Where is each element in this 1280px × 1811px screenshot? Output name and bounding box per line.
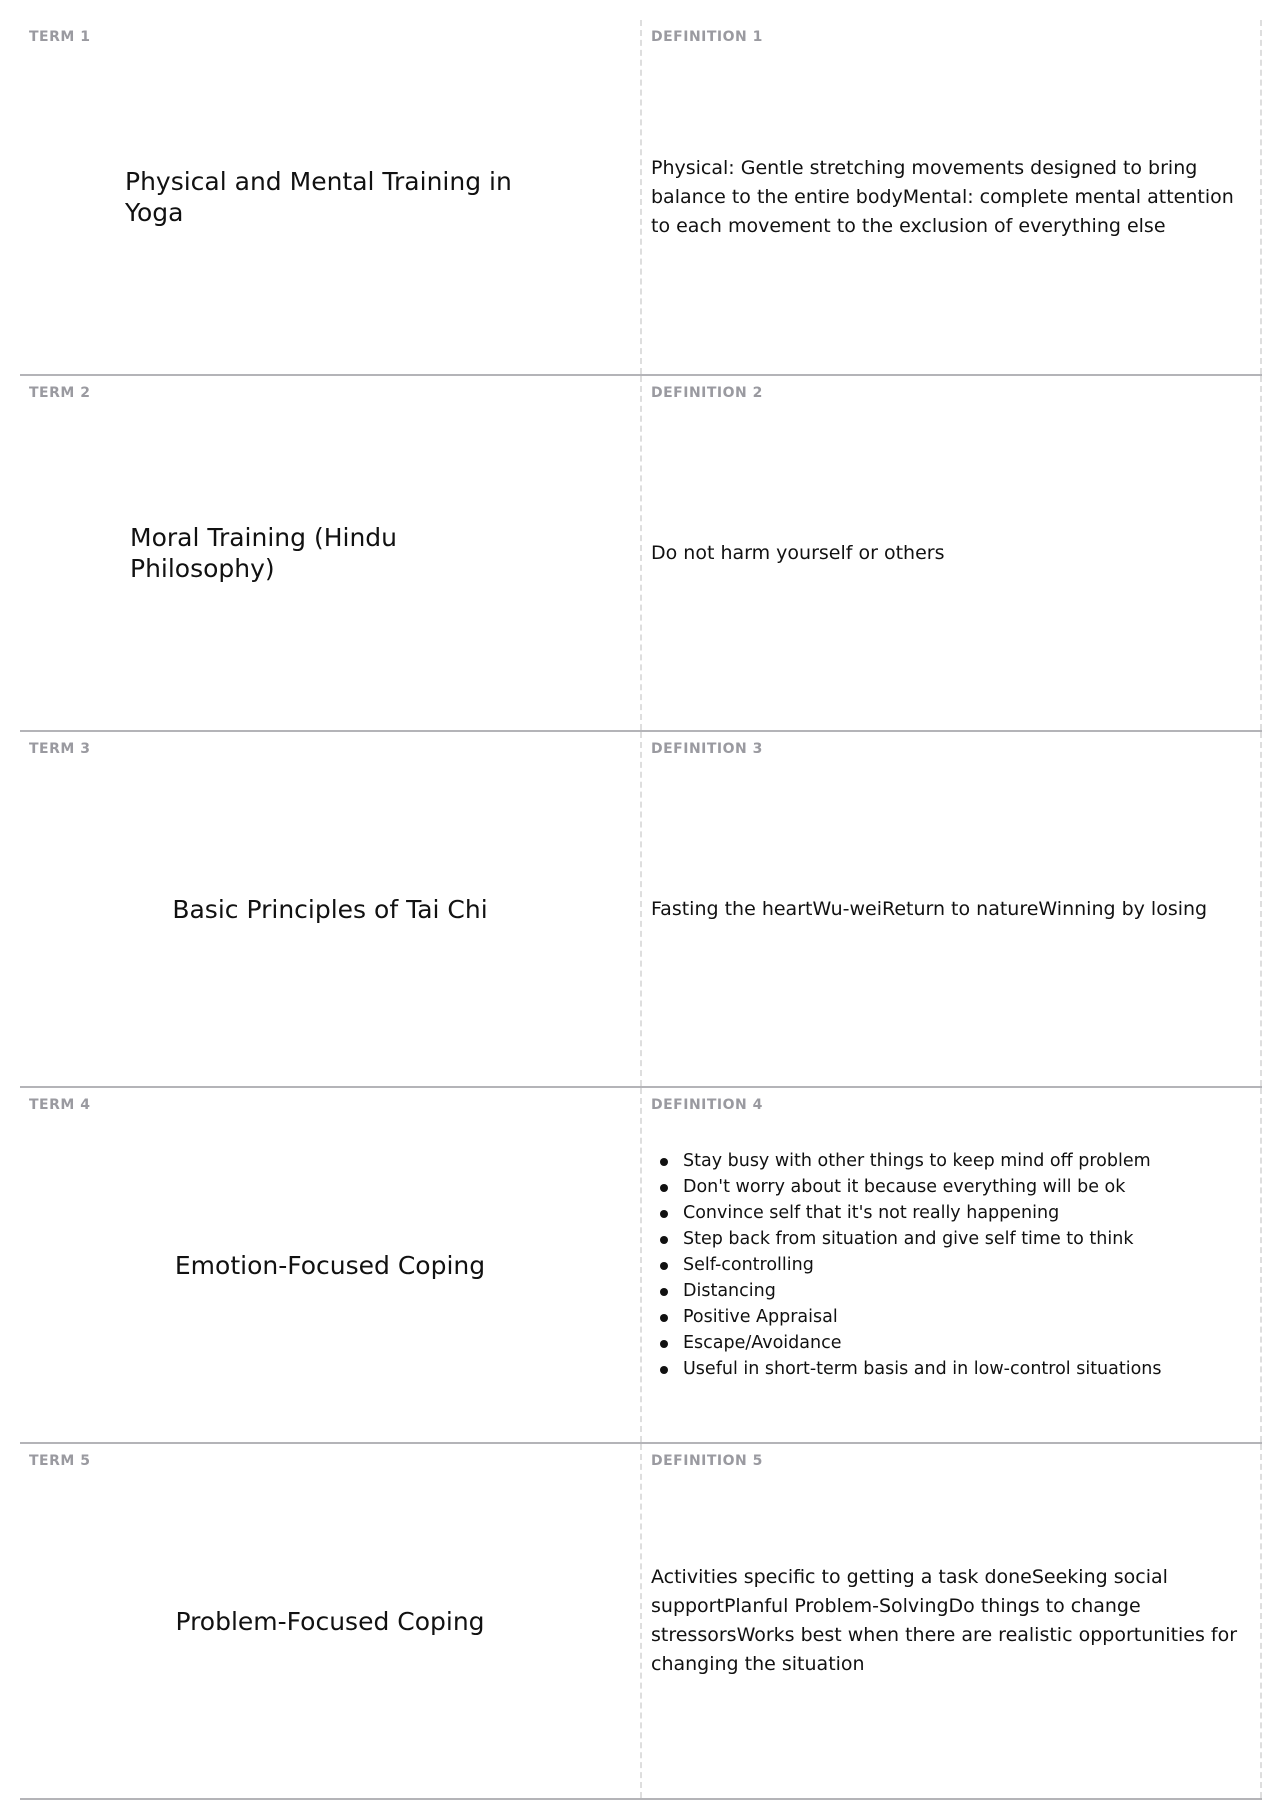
definition-label: DEFINITION 1 — [651, 29, 763, 45]
list-item: Self-controlling — [651, 1252, 1162, 1278]
list-item: Positive Appraisal — [651, 1304, 1162, 1330]
term-body — [20, 1088, 640, 1442]
term-body — [20, 1444, 640, 1798]
term-cell — [20, 732, 642, 1086]
definition-body — [651, 732, 1252, 1086]
term-text: Physical and Mental Training in Yoga — [125, 167, 512, 227]
definition-body — [651, 20, 1252, 374]
definition-cell — [642, 376, 1262, 730]
term-text: Basic Principles of Tai Chi — [172, 894, 488, 924]
card-row — [20, 1088, 1262, 1444]
term-cell — [20, 20, 642, 374]
definition-text: Fasting the heartWu-weiReturn to natureWinning by losing — [651, 897, 1208, 920]
term-cell — [20, 1088, 642, 1442]
definition-text: Do not harm yourself or others — [651, 541, 945, 564]
card-row — [20, 1444, 1262, 1800]
definition-body — [651, 1088, 1252, 1442]
card-row — [20, 376, 1262, 732]
definition-body — [651, 376, 1252, 730]
definition-text: Activities specific to getting a task doneSeeking social supportPlanful Problem-SolvingDo things to change stressorsWorks best when there are realistic opportunities for changing the situation — [651, 1566, 1238, 1675]
term-text: Moral Training (Hindu Philosophy) — [130, 523, 398, 583]
list-item: Don't worry about it because everything will be ok — [651, 1174, 1162, 1200]
definition-label: DEFINITION 4 — [651, 1097, 763, 1113]
definition-label: DEFINITION 3 — [651, 741, 763, 757]
flashcard-sheet — [20, 20, 1262, 1800]
list-item: Convince self that it's not really happening — [651, 1200, 1162, 1226]
definition-text: Physical: Gentle stretching movements designed to bring balance to the entire bodyMental: complete mental attention to each movement to the exclusion of everything else — [651, 156, 1234, 237]
definition-cell — [642, 732, 1262, 1086]
term-cell — [20, 376, 642, 730]
list-item: Useful in short-term basis and in low-control situations — [651, 1356, 1162, 1382]
card-row — [20, 732, 1262, 1088]
definition-cell — [642, 20, 1262, 374]
term-text: Problem-Focused Coping — [175, 1606, 485, 1636]
list-item: Stay busy with other things to keep mind off problem — [651, 1148, 1162, 1174]
term-body — [20, 376, 640, 730]
definition-cell — [642, 1444, 1262, 1798]
list-item: Escape/Avoidance — [651, 1330, 1162, 1356]
term-body — [20, 732, 640, 1086]
term-label: TERM 4 — [29, 1097, 91, 1113]
definition-label: DEFINITION 2 — [651, 385, 763, 401]
definition-cell — [642, 1088, 1262, 1442]
list-item: Step back from situation and give self time to think — [651, 1226, 1162, 1252]
definition-list — [651, 1148, 1162, 1382]
definition-body — [651, 1444, 1252, 1798]
definition-label: DEFINITION 5 — [651, 1453, 763, 1469]
term-label: TERM 2 — [29, 385, 91, 401]
term-label: TERM 1 — [29, 29, 91, 45]
term-text: Emotion-Focused Coping — [174, 1250, 486, 1280]
card-row — [20, 20, 1262, 376]
list-item: Distancing — [651, 1278, 1162, 1304]
term-label: TERM 5 — [29, 1453, 91, 1469]
term-body — [20, 20, 640, 374]
term-cell — [20, 1444, 642, 1798]
term-label: TERM 3 — [29, 741, 91, 757]
